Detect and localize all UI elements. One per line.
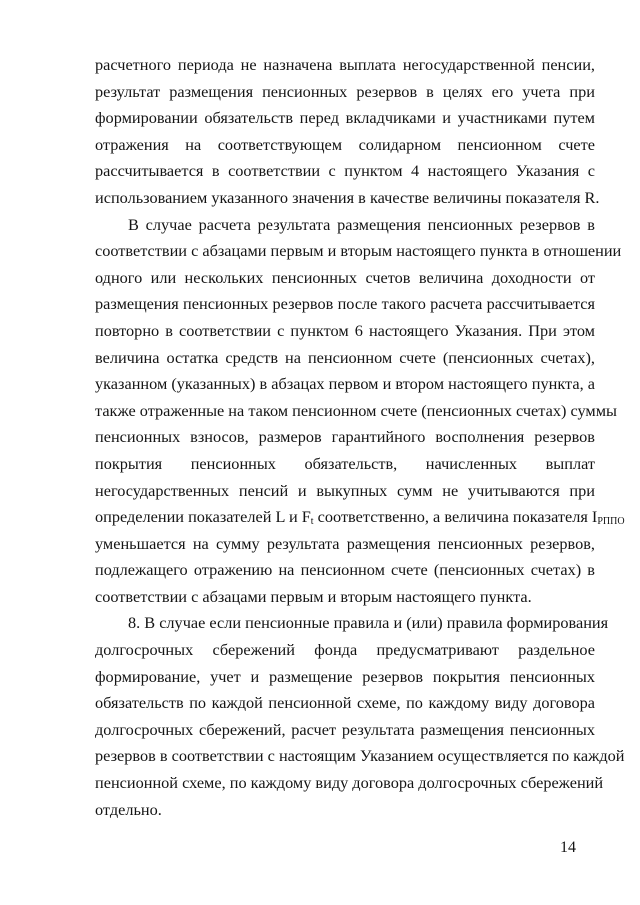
text-line: пенсионных взносов, размеров гарантийного восполнения резервов	[95, 427, 595, 447]
text-line: обязательств по каждой пенсионной схеме, по каждому виду договора	[95, 693, 595, 713]
text-line: уменьшается на сумму результата размещения пенсионных резервов,	[95, 533, 595, 553]
paragraph-start: 8. В случае если пенсионные правила и (или) правила формирования	[128, 613, 609, 633]
text-line: расчетного периода не назначена выплата негосударственной пенсии,	[95, 55, 595, 74]
text-line: пенсионной схеме, по каждому виду договора долгосрочных сбережений	[95, 773, 604, 793]
text-line: отдельно.	[95, 799, 162, 819]
text-line: соответствии с абзацами первым и вторым настоящего пункта в отношении	[95, 241, 622, 261]
text-line: также отраженные на таком пенсионном счете (пенсионных счетах) суммы	[95, 400, 617, 420]
body-text	[95, 52, 625, 823]
formula-line-middle: соответственно, а величина показателя I	[313, 507, 598, 527]
text-line: резервов в соответствии с настоящим Указанием осуществляется по каждой	[95, 746, 625, 766]
f-subscript: t	[310, 516, 314, 528]
formula-line-start: определении показателей L и F	[95, 507, 311, 527]
text-line: долгосрочных сбережений фонда предусматривают раздельное	[95, 640, 595, 660]
text-line: указанном (указанных) в абзацах первом и втором настоящего пункта, а	[95, 374, 595, 394]
formula-line	[95, 504, 625, 531]
text-line: повторно в соответствии с пунктом 6 настоящего Указания. При этом	[95, 320, 595, 340]
text-line: размещения пенсионных резервов после такого расчета рассчитывается	[95, 294, 595, 314]
text-line: результат размещения пенсионных резервов в целях его учета при	[95, 81, 595, 101]
text-line: формировании обязательств перед вкладчиками и участниками путем	[95, 108, 595, 128]
text-line: использованием указанного значения в качестве величины показателя R.	[95, 187, 600, 207]
page-number: 14	[560, 839, 576, 856]
text-line: рассчитывается в соответствии с пунктом 4 настоящего Указания с	[95, 161, 595, 181]
text-line: соответствии с абзацами первым и вторым настоящего пункта.	[95, 586, 532, 606]
text-line: негосударственных пенсий и выкупных сумм не учитываются при	[95, 480, 595, 500]
paragraph-start: В случае расчета результата размещения пенсионных резервов в	[128, 214, 595, 234]
text-line: величина остатка средств на пенсионном счете (пенсионных счетах),	[95, 347, 595, 367]
text-line: одного или нескольких пенсионных счетов величина доходности от	[95, 267, 595, 287]
text-line: подлежащего отражению на пенсионном счете (пенсионных счетах) в	[95, 560, 595, 580]
i-subscript: РППО	[597, 516, 625, 528]
text-line: отражения на соответствующем солидарном пенсионном счете	[95, 134, 595, 154]
text-line: долгосрочных сбережений, расчет результата размещения пенсионных	[95, 719, 595, 739]
text-line: формирование, учет и размещение резервов покрытия пенсионных	[95, 666, 595, 686]
text-line: покрытия пенсионных обязательств, начисленных выплат	[95, 453, 595, 473]
